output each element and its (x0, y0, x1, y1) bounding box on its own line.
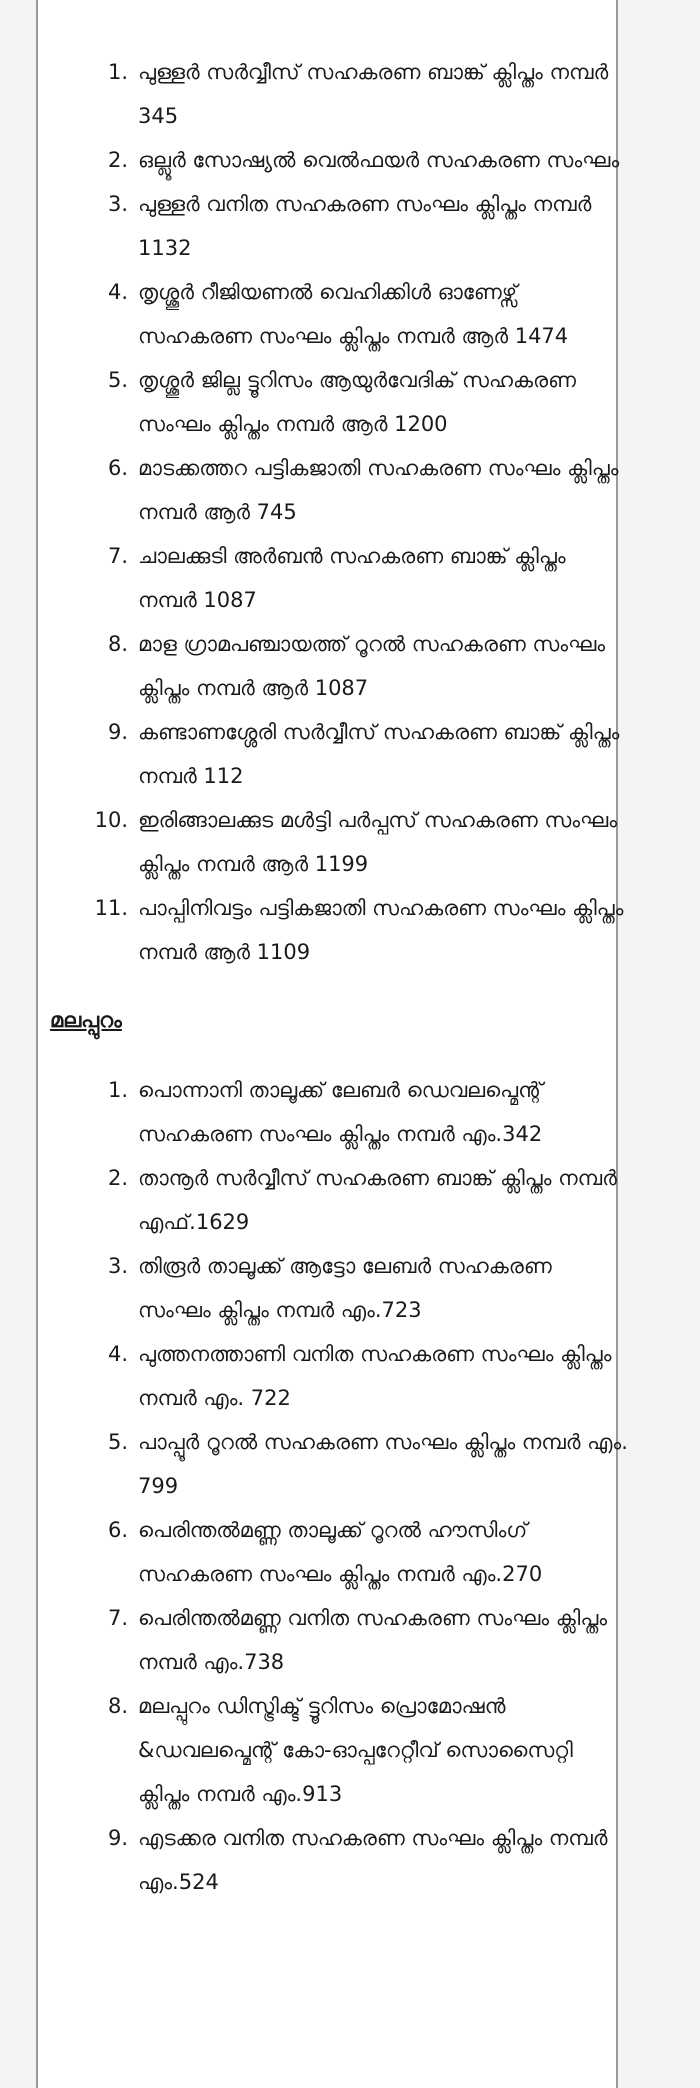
list-item-number: 3. (107, 1254, 128, 1278)
list-item-number: 4. (107, 1342, 128, 1366)
list-item-text: മാടക്കത്തറ പട്ടികജാതി സഹകരണ സംഘം ക്ലിപ്തം നമ്പർ ആർ 745 (138, 456, 619, 524)
list-item (50, 534, 628, 622)
list-item (50, 1244, 628, 1332)
list-item-text: എടക്കര വനിത സഹകരണ സംഘം ക്ലിപ്തം നമ്പർ എം.524 (138, 1826, 608, 1894)
list-item (50, 1816, 628, 1904)
list-item (50, 710, 628, 798)
list-item (50, 182, 628, 270)
list-item-number: 10. (94, 808, 128, 832)
list-item (50, 446, 628, 534)
list-item-number: 4. (107, 280, 128, 304)
list-item (50, 886, 628, 974)
section-heading-malappuram: മലപ്പുറം (50, 1008, 122, 1032)
list-item-number: 1. (107, 60, 128, 84)
list-item (50, 798, 628, 886)
list-item-text: പാപ്പിനിവട്ടം പട്ടികജാതി സഹകരണ സംഘം ക്ലിപ്തം നമ്പർ ആർ 1109 (138, 896, 624, 964)
list-item-number: 9. (107, 720, 128, 744)
list-item-text: തൃശ്ശൂർ ജില്ല ട്ടൂറിസം ആയുർവേദിക് സഹകരണ സംഘം ക്ലിപ്തം നമ്പർ ആർ 1200 (138, 368, 576, 436)
page-content (50, 50, 628, 1904)
list-item (50, 1684, 628, 1816)
list-item (50, 358, 628, 446)
list-item-text: പുള്ളർ സർവ്വീസ് സഹകരണ ബാങ്ക് ക്ലിപ്തം നമ്പർ 345 (138, 60, 609, 128)
list-item-text: പെരിന്തൽമണ്ണ താലൂക്ക് റൂറൽ ഹൗസിംഗ് സഹകരണ സംഘം ക്ലിപ്തം നമ്പർ എം.270 (138, 1518, 543, 1586)
list-item (50, 270, 628, 358)
list-item (50, 1332, 628, 1420)
list-item-number: 8. (107, 632, 128, 656)
list-item-number: 6. (107, 456, 128, 480)
list-item (50, 1508, 628, 1596)
list-item-number: 2. (107, 148, 128, 172)
list-item (50, 50, 628, 138)
list-item-number: 3. (107, 192, 128, 216)
list-item-number: 7. (107, 1606, 128, 1630)
list-item-text: ഇരിങ്ങാലക്കുട മൾട്ടി പർപ്പസ് സഹകരണ സംഘം ക്ലിപ്തം നമ്പർ ആർ 1199 (138, 808, 618, 876)
list-item-number: 8. (107, 1694, 128, 1718)
list-item-text: താനൂർ സർവ്വീസ് സഹകരണ ബാങ്ക് ക്ലിപ്തം നമ്പർ എഫ്.1629 (138, 1166, 617, 1234)
list-item-text: ഒല്ലൂർ സോഷ്യൽ വെൽഫയർ സഹകരണ സംഘം (138, 148, 620, 172)
list-item-text: ചാലക്കുടി അർബൻ സഹകരണ ബാങ്ക് ക്ലിപ്തം നമ്പർ 1087 (138, 544, 566, 612)
list-item-number: 1. (107, 1078, 128, 1102)
list-item-text: മലപ്പുറം ഡിസ്ട്രിക്ട് ട്ടൂറിസം പ്രൊമോഷൻ &ഡവലപ്മെന്റ് കോ-ഓപ്പറേറ്റീവ് സൊസൈറ്റി ക്ലിപ്തം നമ്പർ എം.913 (138, 1694, 573, 1806)
list-item-number: 5. (107, 1430, 128, 1454)
list-item-number: 2. (107, 1166, 128, 1190)
list-item (50, 138, 628, 182)
list-item (50, 1596, 628, 1684)
list-item-text: കണ്ടാണശ്ശേരി സർവ്വീസ് സഹകരണ ബാങ്ക് ക്ലിപ്തം നമ്പർ 112 (138, 720, 620, 788)
list-item-text: തിരൂർ താലൂക്ക് ആട്ടോ ലേബർ സഹകരണ സംഘം ക്ലിപ്തം നമ്പർ എം.723 (138, 1254, 552, 1322)
list-item-number: 11. (94, 896, 128, 920)
list-item-text: പുത്തനത്താണി വനിത സഹകരണ സംഘം ക്ലിപ്തം നമ്പർ എം. 722 (138, 1342, 612, 1410)
list-item-number: 6. (107, 1518, 128, 1542)
list-item-number: 9. (107, 1826, 128, 1850)
list-item-text: മാള ഗ്രാമപഞ്ചായത്ത് റൂറൽ സഹകരണ സംഘം ക്ലിപ്തം നമ്പർ ആർ 1087 (138, 632, 606, 700)
list-item (50, 622, 628, 710)
list-item (50, 1420, 628, 1508)
list-item-text: പെരിന്തൽമണ്ണ വനിത സഹകരണ സംഘം ക്ലിപ്തം നമ്പർ എം.738 (138, 1606, 608, 1674)
list-item-text: പുള്ളർ വനിത സഹകരണ സംഘം ക്ലിപ്തം നമ്പർ 1132 (138, 192, 592, 260)
document-page (36, 0, 628, 2088)
district-list-malappuram (50, 1068, 628, 1904)
list-item-number: 5. (107, 368, 128, 392)
list-item (50, 1156, 628, 1244)
list-item-number: 7. (107, 544, 128, 568)
list-item (50, 1068, 628, 1156)
list-item-text: തൃശ്ശൂർ റീജിയണൽ വെഹിക്കിൾ ഓണേഴ്സ് സഹകരണ സംഘം ക്ലിപ്തം നമ്പർ ആർ 1474 (138, 280, 569, 348)
district-list-thrissur (50, 50, 624, 974)
list-item-text: പാപ്പൂർ റൂറൽ സഹകരണ സംഘം ക്ലിപ്തം നമ്പർ എം. 799 (138, 1430, 628, 1498)
list-item-text: പൊന്നാനി താലൂക്ക് ലേബർ ഡെവലപ്മെന്റ് സഹകരണ സംഘം ക്ലിപ്തം നമ്പർ എം.342 (138, 1078, 543, 1146)
